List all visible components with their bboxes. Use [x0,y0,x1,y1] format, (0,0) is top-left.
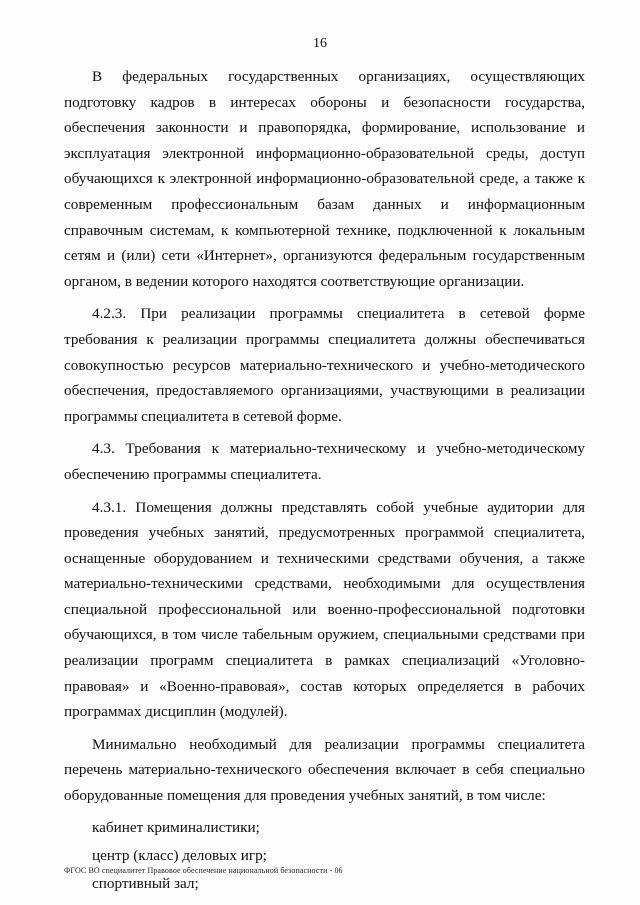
list-item: центр (класс) деловых игр; [92,846,267,864]
list-item: спортивный зал; [92,874,199,892]
list-item: кабинет криминалистики; [92,818,260,836]
paragraph-minimum-list: Минимально необходимый для реализации программы специалитета перечень материально-технического обеспечения включает в себя специально оборудованные помещения для проведения учебных занятий, в том числе: [64,735,585,805]
page-number: 16 [313,36,327,51]
paragraph-4-3: 4.3. Требования к материально-техническому и учебно-методическому обеспечению программы специалитета. [64,440,585,483]
document-body [64,64,585,898]
paragraph-4-3-1: 4.3.1. Помещения должны представлять собой учебные аудитории для проведения учебных занятий, предусмотренных программой специалитета, оснащенные оборудованием и техническими средствами обучения, а также материально-техническими средствами, необходимыми для осуществления специальной профессиональной или военно-профессиональной подготовки обучающихся, в том числе табельным оружием, специальными средствами при реализации программ специалитета в рамках специализаций «Уголовно-правовая» и «Военно-правовая», состав которых определяется в рабочих программах дисциплин (модулей). [64,498,585,721]
paragraph-4-2-3: 4.2.3. При реализации программы специалитета в сетевой форме требования к реализации программы специалитета должны обеспечиваться совокупностью ресурсов материально-технического и учебно-методического обеспечения, предоставляемого организациями, участвующими в реализации программы специалитета в сетевой форме. [64,305,585,425]
paragraph-federal-organizations: В федеральных государственных организациях, осуществляющих подготовку кадров в интересах обороны и безопасности государства, обеспечения законности и правопорядка, формирование, использование и эксплуатация электронной информационно-образовательной среды, доступ обучающихся к электронной информационно-образовательной среде, а также к современным профессиональным базам данных и информационным справочным системам, к компьютерной технике, подключенной к локальным сетям и (или) сети «Интернет», организуются федеральным государственным органом, в ведении которого находятся соответствующие организации. [64,68,585,290]
document-footer: ФГОС ВО специалитет Правовое обеспечение национальной безопасности - 06 [64,866,343,875]
